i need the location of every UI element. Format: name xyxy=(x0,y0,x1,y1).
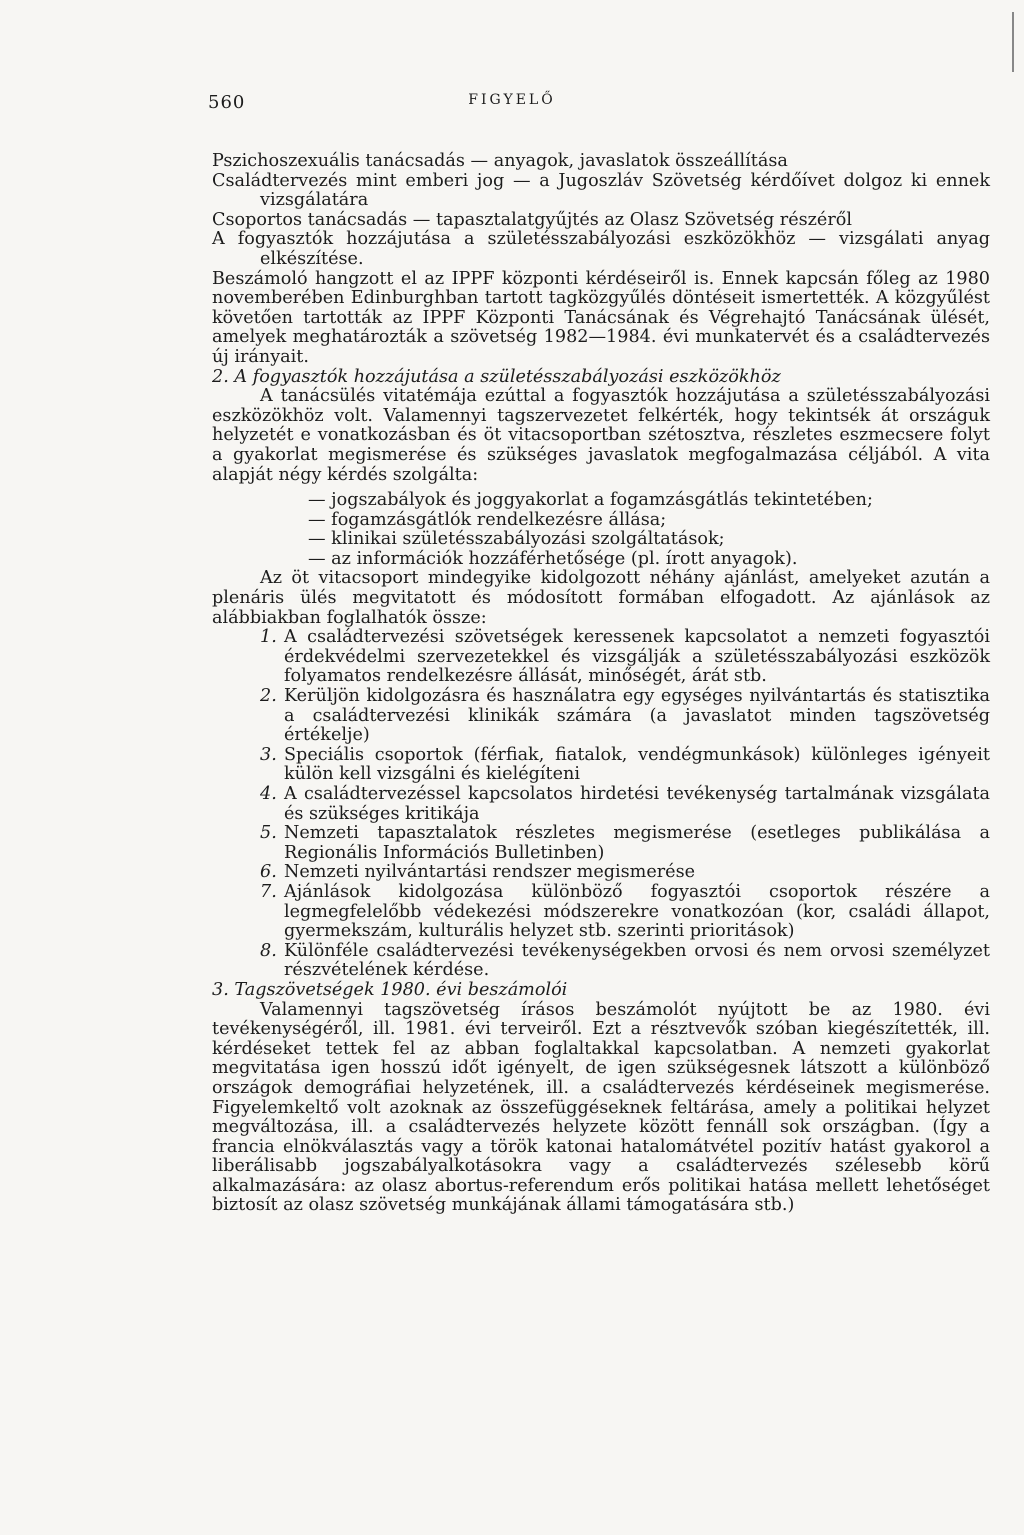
recommendation-text: Ajánlások kidolgozása különböző fogyasztói csoportok részére a legmegfelelőbb védekezési módszerekre vonatkozóan (kor, családi állapot, gyermekszám, kulturális helyzet stb. szerinti prioritások) xyxy=(284,881,990,942)
question-item: — jogszabályok és joggyakorlat a fogamzásgátlás tekintetében; xyxy=(308,490,873,511)
recommendation-item xyxy=(212,863,990,883)
section-2-number: 2. xyxy=(212,366,229,387)
recommendation-number: 4. xyxy=(260,784,277,804)
recommendation-number: 3. xyxy=(260,744,277,765)
page-number: 560 xyxy=(208,92,246,113)
recommendation-item xyxy=(212,785,990,824)
question-item: — az információk hozzáférhetősége (pl. írott anyagok). xyxy=(308,548,798,569)
recommendation-item xyxy=(212,628,990,687)
intro-line: Pszichoszexuális tanácsadás — anyagok, javaslatok összeállítása xyxy=(212,151,788,171)
section-3-heading xyxy=(212,981,990,1001)
recommendation-item xyxy=(212,883,990,942)
recommendation-number: 7. xyxy=(260,881,277,902)
section-2-title: A fogyasztók hozzájutása a születésszabályozási eszközökhöz xyxy=(234,366,781,387)
recommendation-text: Speciális csoportok (férfiak, fiatalok, vendégmunkások) különleges igényeit külön kell vizsgálni és kielégíteni xyxy=(284,744,990,785)
recommendation-item xyxy=(212,746,990,785)
recommendation-number: 1. xyxy=(260,627,277,648)
running-head xyxy=(0,88,1024,118)
recommendation-text: A családtervezéssel kapcsolatos hirdetési tevékenység tartalmának vizsgálata és szükséges kritikája xyxy=(284,784,990,824)
recommendation-number: 5. xyxy=(260,823,277,844)
section-3-body: Valamennyi tagszövetség írásos beszámolót nyújtott be az 1980. évi tevékenységéről, ill. 1981. évi terveiről. Ezt a résztvevők szóban kiegészítették, ill. kérdéseket tettek fel az abban foglaltakkal kapcsolatban. A nemzeti gyakorlat megvitatása igen hosszú időt igényelt, de igen szükségesnek látszott a különböző országok demográfiai helyzetének, ill. a családtervezés kérdéseinek megismerése. Figyelemkeltő volt azoknak az összefüggéseknek feltárása, amely a politikai helyzet megváltozása, ill. a családtervezés helyzete között fennáll sok országban. (Így a francia elnökválasztás vagy a török katonai hatalomátvétel pozitív hatást gyakorol a liberálisabb jogszabályalkotásokra vagy a családtervezés szélesebb körű alkalmazására: az olasz abortus-referendum erős politikai hatása mellett lehetőséget biztosít az olasz szövetség munkájának állami támogatására stb.) xyxy=(212,999,990,1216)
recommendation-text: Kerüljön kidolgozásra és használatra egy egységes nyilvántartás és statisztika a családtervezési klinikák számára (a javaslatot minden tagszövetség értékelje) xyxy=(284,686,990,746)
recommendation-number: 8. xyxy=(260,940,277,961)
journal-name: FIGYELŐ xyxy=(468,92,556,108)
report-paragraph: Beszámoló hangzott el az IPPF központi kérdéseiről is. Ennek kapcsán főleg az 1980 novemberében Edinburghban tartott tagközgyűlés döntéseit ismertették. A közgyűlést követően tartották az IPPF Központi Tanácsának és Végrehajtó Tanácsának ülését, amelyek meghatározták a szövetség 1982—1984. évi munkatervét és a családtervezés új irányait. xyxy=(212,268,990,367)
recommendation-text: Nemzeti nyilvántartási rendszer megismerése xyxy=(284,862,696,883)
section-3-number: 3. xyxy=(212,979,229,1000)
section-2-heading xyxy=(212,368,990,388)
section-2-summary: Az öt vitacsoport mindegyike kidolgozott néhány ajánlást, amelyeket azután a plenáris ülés megvitatott és módosított formában elfogadott. Az ajánlások az alábbiakban foglalhatók össze: xyxy=(212,568,990,628)
intro-line: Családtervezés mint emberi jog — a Jugoszláv Szövetség kérdőívet dolgoz ki ennek vizsgálatára xyxy=(212,170,990,211)
recommendation-text: A családtervezési szövetségek keressenek kapcsolatot a nemzeti fogyasztói érdekvédelmi szervezetekkel és vizsgálják a születésszabályozási eszközök folyamatos rendelkezésre állását, minőségét, árát stb. xyxy=(284,627,990,687)
recommendation-text: Nemzeti tapasztalatok részletes megismerése (esetleges publikálása a Regionális Információs Bulletinben) xyxy=(284,823,990,863)
recommendation-item xyxy=(212,687,990,746)
recommendation-number: 6. xyxy=(260,862,277,883)
question-list xyxy=(212,491,990,569)
intro-line: Csoportos tanácsadás — tapasztalatgyűjtés az Olasz Szövetség részéről xyxy=(212,209,852,230)
page-content xyxy=(212,152,990,1216)
recommendation-list xyxy=(212,628,990,981)
question-item: — fogamzásgátlók rendelkezésre állása; xyxy=(308,509,667,530)
recommendation-text: Különféle családtervezési tevékenységekben orvosi és nem orvosi személyzet részvételének kérdése. xyxy=(284,940,990,981)
section-2-intro: A tanácsülés vitatémája ezúttal a fogyasztók hozzájutása a születésszabályozási eszközökhöz volt. Valamennyi tagszervezetet felkérték, hogy tekintsék át országuk helyzetét e vonatkozásban és öt vitacsoportban szétosztva, részletes eszmecsere folyt a gyakorlat megismerése és szükséges javaslatok megfogalmazása céljából. A vita alapját négy kérdés szolgálta: xyxy=(212,386,990,485)
recommendation-number: 2. xyxy=(260,686,277,707)
question-item: — klinikai születésszabályozási szolgáltatások; xyxy=(308,529,725,550)
page-edge-mark xyxy=(1012,12,1014,72)
recommendation-item xyxy=(212,824,990,863)
intro-line: A fogyasztók hozzájutása a születésszabályozási eszközökhöz — vizsgálati anyag elkészítése. xyxy=(212,229,990,269)
recommendation-item xyxy=(212,942,990,981)
section-3-title: Tagszövetségek 1980. évi beszámolói xyxy=(234,979,568,1000)
